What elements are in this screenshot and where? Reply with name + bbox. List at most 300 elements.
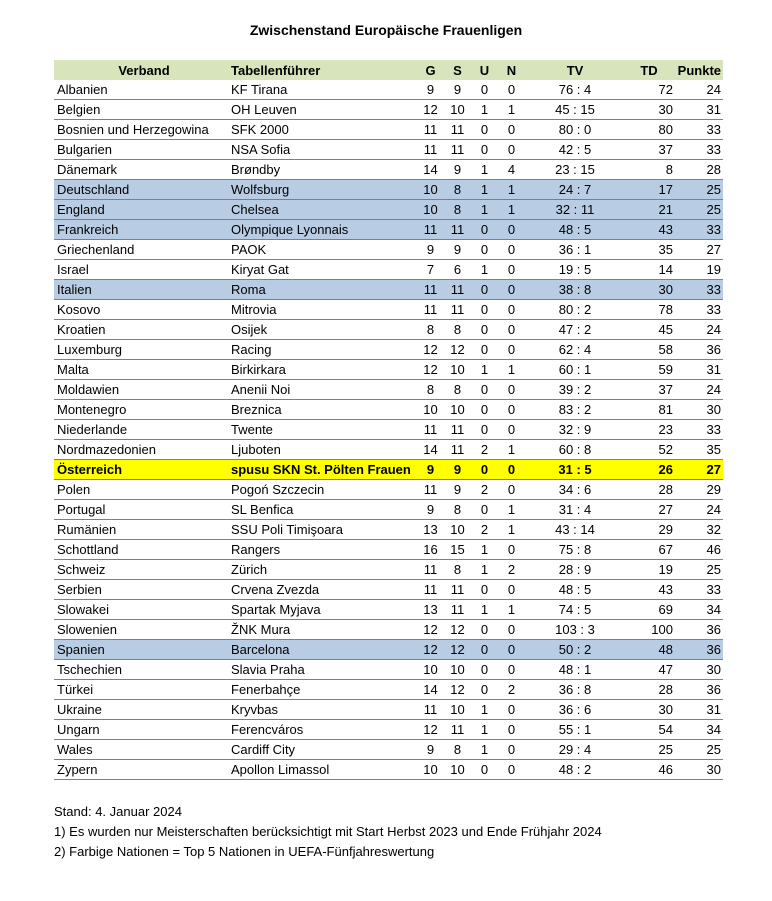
cell-u: 0: [471, 140, 498, 160]
cell-verband: Dänemark: [54, 160, 231, 180]
cell-n: 0: [498, 700, 525, 720]
cell-verband: Kosovo: [54, 300, 231, 320]
cell-tabellenfuehrer: Breznica: [231, 400, 417, 420]
cell-tabellenfuehrer: Barcelona: [231, 640, 417, 660]
table-header-row: [54, 60, 723, 80]
cell-verband: Griechenland: [54, 240, 231, 260]
cell-tabellenfuehrer: Crvena Zvezda: [231, 580, 417, 600]
cell-verband: Serbien: [54, 580, 231, 600]
cell-tv: 48 : 2: [525, 760, 625, 780]
cell-n: 1: [498, 360, 525, 380]
cell-g: 13: [417, 520, 444, 540]
table-row: [54, 660, 723, 680]
cell-s: 9: [444, 80, 471, 100]
cell-u: 0: [471, 320, 498, 340]
cell-verband: Bulgarien: [54, 140, 231, 160]
column-header-u: U: [471, 60, 498, 80]
cell-n: 0: [498, 380, 525, 400]
table-row: [54, 760, 723, 780]
cell-punkte: 30: [673, 660, 723, 680]
cell-verband: Slowakei: [54, 600, 231, 620]
cell-td: 30: [625, 100, 673, 120]
cell-td: 54: [625, 720, 673, 740]
cell-verband: Portugal: [54, 500, 231, 520]
cell-s: 11: [444, 580, 471, 600]
cell-s: 8: [444, 180, 471, 200]
cell-n: 0: [498, 760, 525, 780]
cell-punkte: 25: [673, 740, 723, 760]
cell-n: 4: [498, 160, 525, 180]
table-row: [54, 740, 723, 760]
cell-td: 58: [625, 340, 673, 360]
cell-punkte: 31: [673, 360, 723, 380]
cell-tabellenfuehrer: Spartak Myjava: [231, 600, 417, 620]
cell-td: 14: [625, 260, 673, 280]
table-row: [54, 580, 723, 600]
cell-td: 78: [625, 300, 673, 320]
table-row: [54, 360, 723, 380]
cell-s: 12: [444, 680, 471, 700]
cell-g: 12: [417, 720, 444, 740]
table-row: [54, 420, 723, 440]
cell-g: 10: [417, 400, 444, 420]
cell-tv: 47 : 2: [525, 320, 625, 340]
cell-g: 11: [417, 560, 444, 580]
cell-tv: 32 : 9: [525, 420, 625, 440]
page-title: Zwischenstand Europäische Frauenligen: [249, 22, 523, 38]
cell-tabellenfuehrer: Osijek: [231, 320, 417, 340]
cell-s: 8: [444, 200, 471, 220]
cell-punkte: 33: [673, 120, 723, 140]
cell-n: 0: [498, 420, 525, 440]
cell-punkte: 25: [673, 180, 723, 200]
table-row: [54, 400, 723, 420]
cell-g: 11: [417, 480, 444, 500]
cell-g: 16: [417, 540, 444, 560]
cell-tv: 48 : 1: [525, 660, 625, 680]
cell-u: 0: [471, 380, 498, 400]
cell-tabellenfuehrer: Brøndby: [231, 160, 417, 180]
cell-td: 26: [625, 460, 673, 480]
cell-verband: Belgien: [54, 100, 231, 120]
cell-tabellenfuehrer: PAOK: [231, 240, 417, 260]
cell-n: 0: [498, 240, 525, 260]
cell-tabellenfuehrer: Twente: [231, 420, 417, 440]
cell-s: 11: [444, 280, 471, 300]
cell-u: 0: [471, 580, 498, 600]
cell-n: 1: [498, 600, 525, 620]
cell-n: 0: [498, 340, 525, 360]
cell-td: 43: [625, 580, 673, 600]
cell-punkte: 28: [673, 160, 723, 180]
cell-punkte: 19: [673, 260, 723, 280]
cell-tv: 76 : 4: [525, 80, 625, 100]
cell-punkte: 33: [673, 300, 723, 320]
cell-n: 0: [498, 300, 525, 320]
cell-g: 10: [417, 200, 444, 220]
cell-tv: 103 : 3: [525, 620, 625, 640]
table-row: [54, 560, 723, 580]
cell-td: 35: [625, 240, 673, 260]
cell-tv: 74 : 5: [525, 600, 625, 620]
cell-tabellenfuehrer: SSU Poli Timişoara: [231, 520, 417, 540]
cell-verband: Kroatien: [54, 320, 231, 340]
cell-u: 0: [471, 660, 498, 680]
cell-verband: Österreich: [54, 460, 231, 480]
cell-tv: 62 : 4: [525, 340, 625, 360]
cell-tv: 36 : 1: [525, 240, 625, 260]
cell-g: 11: [417, 140, 444, 160]
table-row: [54, 180, 723, 200]
cell-s: 10: [444, 660, 471, 680]
cell-g: 13: [417, 600, 444, 620]
cell-tv: 23 : 15: [525, 160, 625, 180]
cell-g: 14: [417, 440, 444, 460]
cell-td: 30: [625, 280, 673, 300]
cell-td: 80: [625, 120, 673, 140]
cell-punkte: 33: [673, 420, 723, 440]
cell-tabellenfuehrer: SL Benfica: [231, 500, 417, 520]
cell-tv: 31 : 5: [525, 460, 625, 480]
cell-tabellenfuehrer: Kiryat Gat: [231, 260, 417, 280]
cell-g: 10: [417, 660, 444, 680]
cell-n: 0: [498, 580, 525, 600]
cell-u: 0: [471, 280, 498, 300]
cell-td: 30: [625, 700, 673, 720]
cell-n: 0: [498, 320, 525, 340]
cell-punkte: 33: [673, 140, 723, 160]
cell-verband: Niederlande: [54, 420, 231, 440]
column-header-n: N: [498, 60, 525, 80]
cell-td: 46: [625, 760, 673, 780]
cell-tv: 24 : 7: [525, 180, 625, 200]
cell-s: 10: [444, 520, 471, 540]
cell-s: 11: [444, 720, 471, 740]
cell-tabellenfuehrer: spusu SKN St. Pölten Frauen: [231, 460, 417, 480]
table-row: [54, 260, 723, 280]
cell-s: 8: [444, 740, 471, 760]
cell-verband: England: [54, 200, 231, 220]
cell-s: 12: [444, 620, 471, 640]
cell-verband: Bosnien und Herzegowina: [54, 120, 231, 140]
cell-tabellenfuehrer: ŽNK Mura: [231, 620, 417, 640]
cell-punkte: 27: [673, 460, 723, 480]
table-row: [54, 280, 723, 300]
cell-g: 8: [417, 380, 444, 400]
cell-s: 9: [444, 480, 471, 500]
cell-td: 47: [625, 660, 673, 680]
cell-verband: Türkei: [54, 680, 231, 700]
cell-tv: 32 : 11: [525, 200, 625, 220]
cell-s: 9: [444, 460, 471, 480]
cell-tv: 50 : 2: [525, 640, 625, 660]
table-row: [54, 220, 723, 240]
cell-tabellenfuehrer: OH Leuven: [231, 100, 417, 120]
cell-verband: Malta: [54, 360, 231, 380]
cell-u: 1: [471, 180, 498, 200]
cell-u: 1: [471, 560, 498, 580]
cell-verband: Ukraine: [54, 700, 231, 720]
cell-verband: Schweiz: [54, 560, 231, 580]
cell-s: 8: [444, 500, 471, 520]
cell-u: 0: [471, 620, 498, 640]
cell-u: 0: [471, 680, 498, 700]
cell-n: 0: [498, 540, 525, 560]
cell-n: 0: [498, 660, 525, 680]
cell-n: 0: [498, 640, 525, 660]
table-row: [54, 100, 723, 120]
cell-tv: 55 : 1: [525, 720, 625, 740]
stand-date: Stand: 4. Januar 2024: [54, 804, 182, 819]
cell-tv: 83 : 2: [525, 400, 625, 420]
cell-g: 11: [417, 580, 444, 600]
standings-table: [54, 60, 723, 780]
cell-n: 0: [498, 480, 525, 500]
cell-tabellenfuehrer: Ljuboten: [231, 440, 417, 460]
cell-tabellenfuehrer: Racing: [231, 340, 417, 360]
column-header-tv: TV: [525, 60, 625, 80]
cell-g: 9: [417, 740, 444, 760]
cell-g: 11: [417, 300, 444, 320]
cell-td: 45: [625, 320, 673, 340]
cell-tv: 48 : 5: [525, 580, 625, 600]
cell-s: 8: [444, 320, 471, 340]
cell-n: 0: [498, 120, 525, 140]
cell-tabellenfuehrer: Mitrovia: [231, 300, 417, 320]
cell-td: 8: [625, 160, 673, 180]
cell-punkte: 24: [673, 320, 723, 340]
column-header-s: S: [444, 60, 471, 80]
cell-tv: 60 : 8: [525, 440, 625, 460]
cell-u: 0: [471, 240, 498, 260]
cell-punkte: 25: [673, 560, 723, 580]
table-row: [54, 640, 723, 660]
cell-punkte: 24: [673, 380, 723, 400]
cell-verband: Zypern: [54, 760, 231, 780]
cell-n: 0: [498, 720, 525, 740]
cell-tv: 75 : 8: [525, 540, 625, 560]
cell-tv: 34 : 6: [525, 480, 625, 500]
cell-n: 0: [498, 280, 525, 300]
cell-tv: 19 : 5: [525, 260, 625, 280]
cell-s: 10: [444, 360, 471, 380]
cell-tabellenfuehrer: Rangers: [231, 540, 417, 560]
cell-s: 8: [444, 380, 471, 400]
cell-td: 59: [625, 360, 673, 380]
cell-s: 11: [444, 300, 471, 320]
cell-n: 1: [498, 100, 525, 120]
cell-td: 28: [625, 680, 673, 700]
cell-tv: 36 : 6: [525, 700, 625, 720]
cell-u: 2: [471, 440, 498, 460]
table-row: [54, 160, 723, 180]
table-row: [54, 520, 723, 540]
cell-tv: 60 : 1: [525, 360, 625, 380]
cell-g: 12: [417, 640, 444, 660]
table-row: [54, 200, 723, 220]
cell-tv: 38 : 8: [525, 280, 625, 300]
cell-tv: 36 : 8: [525, 680, 625, 700]
cell-u: 0: [471, 460, 498, 480]
cell-tv: 28 : 9: [525, 560, 625, 580]
footnote-1: 1) Es wurden nur Meisterschaften berücksichtigt mit Start Herbst 2023 und Ende Frühjahr 2024: [54, 824, 602, 839]
cell-g: 12: [417, 360, 444, 380]
table-row: [54, 700, 723, 720]
table-row: [54, 120, 723, 140]
cell-g: 9: [417, 500, 444, 520]
cell-g: 10: [417, 760, 444, 780]
cell-verband: Deutschland: [54, 180, 231, 200]
cell-verband: Frankreich: [54, 220, 231, 240]
cell-u: 1: [471, 160, 498, 180]
cell-n: 0: [498, 740, 525, 760]
cell-u: 0: [471, 640, 498, 660]
cell-u: 1: [471, 600, 498, 620]
cell-verband: Schottland: [54, 540, 231, 560]
cell-u: 1: [471, 720, 498, 740]
table-row: [54, 380, 723, 400]
cell-punkte: 36: [673, 640, 723, 660]
cell-td: 67: [625, 540, 673, 560]
cell-g: 12: [417, 100, 444, 120]
cell-td: 17: [625, 180, 673, 200]
cell-punkte: 33: [673, 220, 723, 240]
cell-g: 9: [417, 80, 444, 100]
cell-verband: Israel: [54, 260, 231, 280]
cell-s: 15: [444, 540, 471, 560]
cell-tabellenfuehrer: Cardiff City: [231, 740, 417, 760]
cell-punkte: 24: [673, 500, 723, 520]
cell-verband: Wales: [54, 740, 231, 760]
cell-g: 10: [417, 180, 444, 200]
cell-s: 8: [444, 560, 471, 580]
cell-g: 14: [417, 160, 444, 180]
cell-punkte: 46: [673, 540, 723, 560]
cell-td: 37: [625, 140, 673, 160]
cell-punkte: 30: [673, 760, 723, 780]
cell-tabellenfuehrer: Zürich: [231, 560, 417, 580]
column-header-td: TD: [625, 60, 673, 80]
table-row: [54, 320, 723, 340]
cell-punkte: 25: [673, 200, 723, 220]
cell-u: 0: [471, 80, 498, 100]
table-body: [54, 80, 723, 780]
cell-tabellenfuehrer: KF Tirana: [231, 80, 417, 100]
table-row: [54, 240, 723, 260]
cell-n: 0: [498, 220, 525, 240]
cell-td: 23: [625, 420, 673, 440]
cell-td: 19: [625, 560, 673, 580]
cell-u: 1: [471, 740, 498, 760]
cell-s: 10: [444, 760, 471, 780]
cell-tabellenfuehrer: Anenii Noi: [231, 380, 417, 400]
cell-punkte: 36: [673, 340, 723, 360]
cell-verband: Ungarn: [54, 720, 231, 740]
cell-verband: Slowenien: [54, 620, 231, 640]
cell-s: 11: [444, 120, 471, 140]
cell-tabellenfuehrer: Ferencváros: [231, 720, 417, 740]
cell-s: 9: [444, 240, 471, 260]
cell-u: 1: [471, 260, 498, 280]
cell-s: 11: [444, 440, 471, 460]
cell-td: 69: [625, 600, 673, 620]
cell-n: 1: [498, 440, 525, 460]
cell-u: 1: [471, 200, 498, 220]
cell-s: 12: [444, 340, 471, 360]
cell-tv: 39 : 2: [525, 380, 625, 400]
cell-s: 10: [444, 100, 471, 120]
cell-verband: Tschechien: [54, 660, 231, 680]
cell-td: 29: [625, 520, 673, 540]
cell-n: 0: [498, 400, 525, 420]
cell-punkte: 27: [673, 240, 723, 260]
cell-g: 11: [417, 120, 444, 140]
cell-punkte: 24: [673, 80, 723, 100]
cell-punkte: 29: [673, 480, 723, 500]
cell-tabellenfuehrer: Kryvbas: [231, 700, 417, 720]
cell-g: 11: [417, 420, 444, 440]
cell-n: 0: [498, 620, 525, 640]
cell-punkte: 34: [673, 720, 723, 740]
cell-u: 0: [471, 300, 498, 320]
cell-u: 2: [471, 480, 498, 500]
cell-u: 1: [471, 100, 498, 120]
cell-s: 6: [444, 260, 471, 280]
cell-td: 28: [625, 480, 673, 500]
cell-tabellenfuehrer: Roma: [231, 280, 417, 300]
cell-punkte: 36: [673, 680, 723, 700]
table-row: [54, 540, 723, 560]
cell-verband: Luxemburg: [54, 340, 231, 360]
cell-n: 2: [498, 680, 525, 700]
cell-g: 11: [417, 220, 444, 240]
table-row: [54, 600, 723, 620]
cell-tabellenfuehrer: Pogoń Szczecin: [231, 480, 417, 500]
cell-g: 11: [417, 700, 444, 720]
column-header-g: G: [417, 60, 444, 80]
cell-s: 10: [444, 700, 471, 720]
cell-u: 0: [471, 760, 498, 780]
cell-td: 43: [625, 220, 673, 240]
cell-tv: 45 : 15: [525, 100, 625, 120]
cell-u: 0: [471, 220, 498, 240]
cell-td: 52: [625, 440, 673, 460]
cell-g: 12: [417, 620, 444, 640]
table-row: [54, 440, 723, 460]
cell-td: 72: [625, 80, 673, 100]
cell-punkte: 34: [673, 600, 723, 620]
cell-tv: 80 : 2: [525, 300, 625, 320]
cell-g: 14: [417, 680, 444, 700]
table-row: [54, 680, 723, 700]
cell-td: 25: [625, 740, 673, 760]
cell-u: 1: [471, 360, 498, 380]
cell-n: 1: [498, 520, 525, 540]
cell-u: 2: [471, 520, 498, 540]
cell-g: 12: [417, 340, 444, 360]
cell-u: 1: [471, 540, 498, 560]
cell-tabellenfuehrer: Birkirkara: [231, 360, 417, 380]
cell-tabellenfuehrer: Slavia Praha: [231, 660, 417, 680]
cell-s: 11: [444, 420, 471, 440]
cell-punkte: 31: [673, 100, 723, 120]
cell-punkte: 33: [673, 580, 723, 600]
cell-g: 8: [417, 320, 444, 340]
cell-s: 12: [444, 640, 471, 660]
cell-s: 11: [444, 140, 471, 160]
cell-g: 7: [417, 260, 444, 280]
cell-s: 10: [444, 400, 471, 420]
